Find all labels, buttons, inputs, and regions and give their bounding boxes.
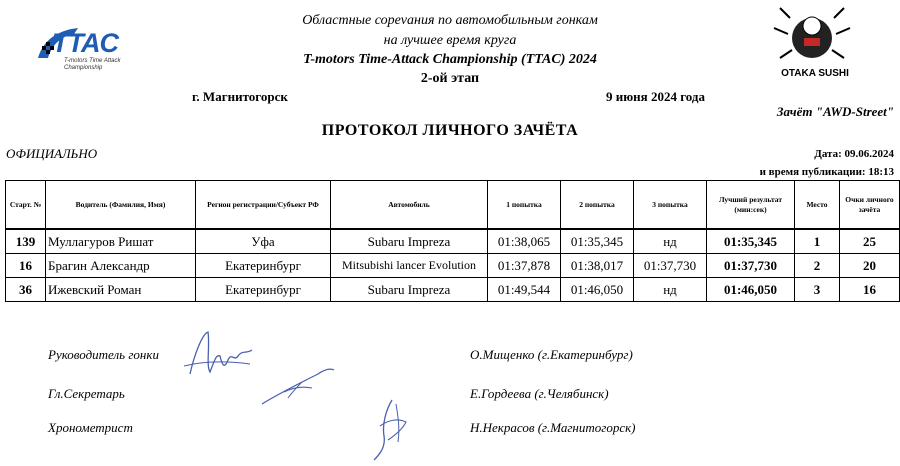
signature-timekeeper	[368, 396, 418, 464]
table-header-row	[6, 181, 900, 230]
try3: нд	[634, 278, 707, 302]
role-race-director: Руководитель гонки	[48, 347, 159, 362]
car: Mitsubishi lancer Evolution	[331, 254, 488, 278]
name-race-director: О.Мищенко (г.Екатеринбург)	[470, 347, 633, 362]
driver-name: Брагин Александр	[46, 254, 196, 278]
status-label: ОФИЦИАЛЬНО	[6, 146, 98, 161]
driver-name: Ижевский Роман	[46, 278, 196, 302]
class-label: Зачёт "AWD-Street"	[776, 104, 894, 119]
car: Subaru Impreza	[331, 229, 488, 254]
place: 3	[795, 278, 840, 302]
start-number: 16	[6, 254, 46, 278]
try3: нд	[634, 229, 707, 254]
col-try2: 2 попытка	[561, 181, 634, 230]
header-championship: T-motors Time-Attack Championship (TTAC) 2024	[303, 52, 597, 67]
otaka-logo-mark	[760, 6, 865, 68]
car: Subaru Impreza	[331, 278, 488, 302]
col-region: Регион регистрации/Субъект РФ	[196, 181, 331, 230]
publication-date: Дата: 09.06.2024	[814, 148, 894, 160]
try2: 01:46,050	[561, 278, 634, 302]
region: Уфа	[196, 229, 331, 254]
header-line2: на лучшее время круга	[383, 33, 517, 48]
try1: 01:38,065	[488, 229, 561, 254]
ttac-wordmark: TTAC	[52, 28, 118, 58]
name-secretary: Е.Гордеева (г.Челябинск)	[470, 386, 609, 401]
place: 1	[795, 229, 840, 254]
col-try1: 1 попытка	[488, 181, 561, 230]
best-time: 01:46,050	[707, 278, 795, 302]
otaka-wordmark: OTAKA SUSHI	[781, 68, 849, 79]
driver-name: Муллагуров Ришат	[46, 229, 196, 254]
col-start: Старт. №	[6, 181, 46, 230]
try1: 01:49,544	[488, 278, 561, 302]
table-row	[6, 278, 900, 302]
col-points: Очки личного зачёта	[840, 181, 900, 230]
try2: 01:38,017	[561, 254, 634, 278]
role-secretary: Гл.Секретарь	[48, 386, 125, 401]
best-time: 01:35,345	[707, 229, 795, 254]
header-line1: Областные сорevaния по автомобильным гонкам	[302, 13, 598, 28]
try3: 01:37,730	[634, 254, 707, 278]
points: 16	[840, 278, 900, 302]
region: Екатеринбург	[196, 278, 331, 302]
name-timekeeper: Н.Некрасов (г.Магнитогорск)	[470, 420, 636, 435]
signature-race-director	[180, 326, 260, 381]
protocol-title: ПРОТОКОЛ ЛИЧНОГО ЗАЧЁТА	[321, 122, 579, 139]
event-city: г. Магнитогорск	[192, 89, 288, 104]
col-try3: 3 попытка	[634, 181, 707, 230]
start-number: 36	[6, 278, 46, 302]
points: 20	[840, 254, 900, 278]
signature-secretary	[258, 364, 338, 409]
table-row	[6, 229, 900, 254]
otaka-sushi-logo	[760, 6, 865, 80]
col-place: Место	[795, 181, 840, 230]
role-timekeeper: Хронометрист	[48, 420, 133, 435]
col-car: Автомобиль	[331, 181, 488, 230]
header-stage: 2-ой этап	[420, 71, 480, 86]
publication-time: и время публикации: 18:13	[759, 166, 894, 178]
try1: 01:37,878	[488, 254, 561, 278]
region: Екатеринбург	[196, 254, 331, 278]
points: 25	[840, 229, 900, 254]
try2: 01:35,345	[561, 229, 634, 254]
start-number: 139	[6, 229, 46, 254]
event-date: 9 июня 2024 года	[606, 89, 705, 104]
best-time: 01:37,730	[707, 254, 795, 278]
results-table	[5, 180, 900, 302]
ttac-logo	[34, 24, 149, 80]
col-driver: Водитель (Фамилия, Имя)	[46, 181, 196, 230]
place: 2	[795, 254, 840, 278]
ttac-subtitle: T-motors Time Attack Championship	[64, 58, 121, 71]
col-best: Лучший результат (мин:сек)	[707, 181, 795, 230]
table-row	[6, 254, 900, 278]
